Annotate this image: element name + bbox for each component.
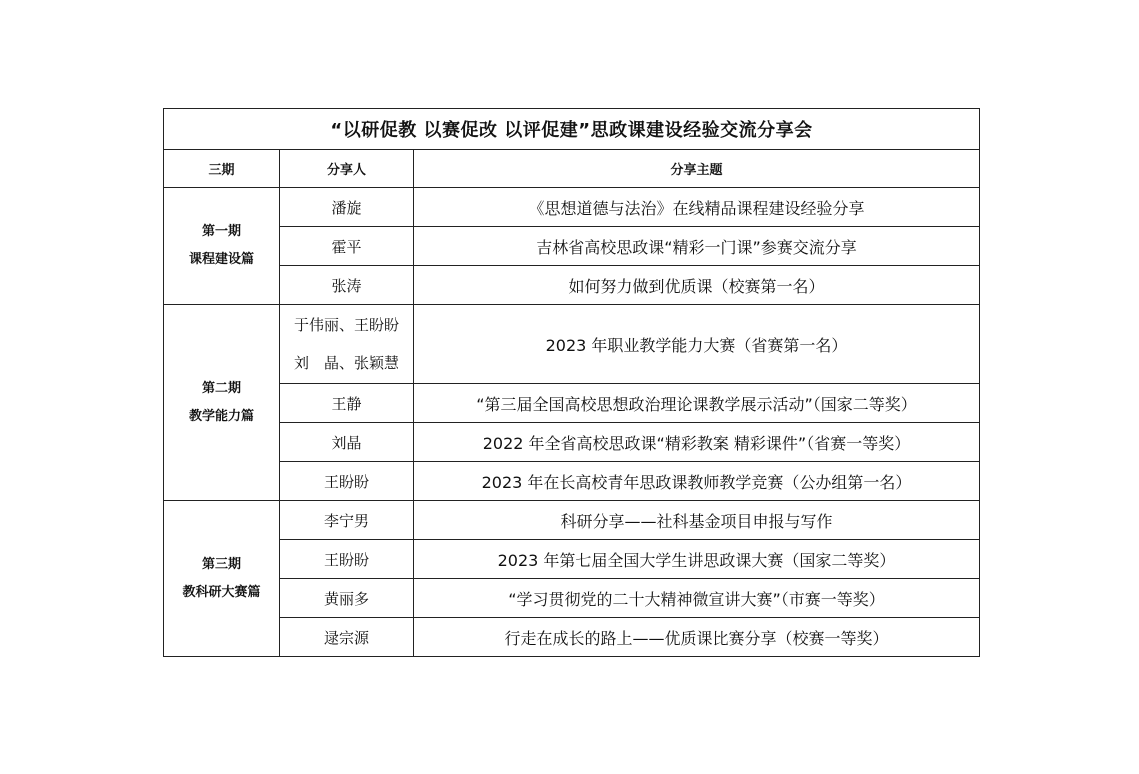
period-name: 第二期 [201, 380, 241, 396]
header-topic: 分享主题 [414, 150, 980, 188]
speaker-name: 刘晶 [280, 423, 414, 462]
table-row [164, 618, 980, 657]
period-category: 课程建设篇 [188, 252, 254, 267]
speaker-line: 刘 晶、张颖慧 [293, 354, 399, 372]
topic-text: 行走在成长的路上——优质课比赛分享（校赛一等奖） [414, 618, 980, 657]
table-row [164, 266, 980, 305]
table-row [164, 227, 980, 266]
table-row [164, 501, 980, 540]
period-category: 教学能力篇 [188, 408, 254, 424]
topic-text: 2022 年全省高校思政课“精彩教案 精彩课件”（省赛一等奖） [414, 423, 980, 462]
speaker-name: 张涛 [280, 266, 414, 305]
table-row [164, 423, 980, 462]
table-row [164, 305, 980, 384]
header-speaker: 分享人 [280, 150, 414, 188]
speaker-name: 逯宗源 [280, 618, 414, 657]
speaker-name: 潘旋 [280, 188, 414, 227]
topic-text: “学习贯彻党的二十大精神微宣讲大赛”（市赛一等奖） [414, 579, 980, 618]
period-name: 第一期 [201, 224, 241, 239]
period-category: 教科研大赛篇 [182, 584, 261, 600]
table-row [164, 384, 980, 423]
speaker-name: 王静 [280, 384, 414, 423]
period-label [164, 501, 280, 657]
speaker-name: 霍平 [280, 227, 414, 266]
period-label [164, 188, 280, 305]
sharing-schedule-table [163, 108, 980, 657]
topic-text: 《思想道德与法治》在线精品课程建设经验分享 [414, 188, 980, 227]
topic-text: 吉林省高校思政课“精彩一门课”参赛交流分享 [414, 227, 980, 266]
topic-text: 科研分享——社科基金项目申报与写作 [414, 501, 980, 540]
table-row [164, 579, 980, 618]
table-row [164, 462, 980, 501]
speaker-name: 李宁男 [280, 501, 414, 540]
speaker-name [280, 305, 414, 384]
topic-text: 2023 年第七届全国大学生讲思政课大赛（国家二等奖） [414, 540, 980, 579]
period-name: 第三期 [201, 556, 241, 572]
topic-text: 如何努力做到优质课（校赛第一名） [414, 266, 980, 305]
speaker-name: 王盼盼 [280, 540, 414, 579]
table-row [164, 540, 980, 579]
speaker-name: 王盼盼 [280, 462, 414, 501]
header-period: 三期 [164, 150, 280, 188]
topic-text: 2023 年在长高校青年思政课教师教学竞赛（公办组第一名） [414, 462, 980, 501]
table-row [164, 188, 980, 227]
topic-text: 2023 年职业教学能力大赛（省赛第一名） [414, 305, 980, 384]
speaker-name: 黄丽多 [280, 579, 414, 618]
period-label [164, 305, 280, 501]
table-title: “以研促教 以赛促改 以评促建”思政课建设经验交流分享会 [164, 109, 980, 150]
topic-text: “第三届全国高校思想政治理论课教学展示活动”（国家二等奖） [414, 384, 980, 423]
speaker-line: 于伟丽、王盼盼 [293, 316, 399, 334]
